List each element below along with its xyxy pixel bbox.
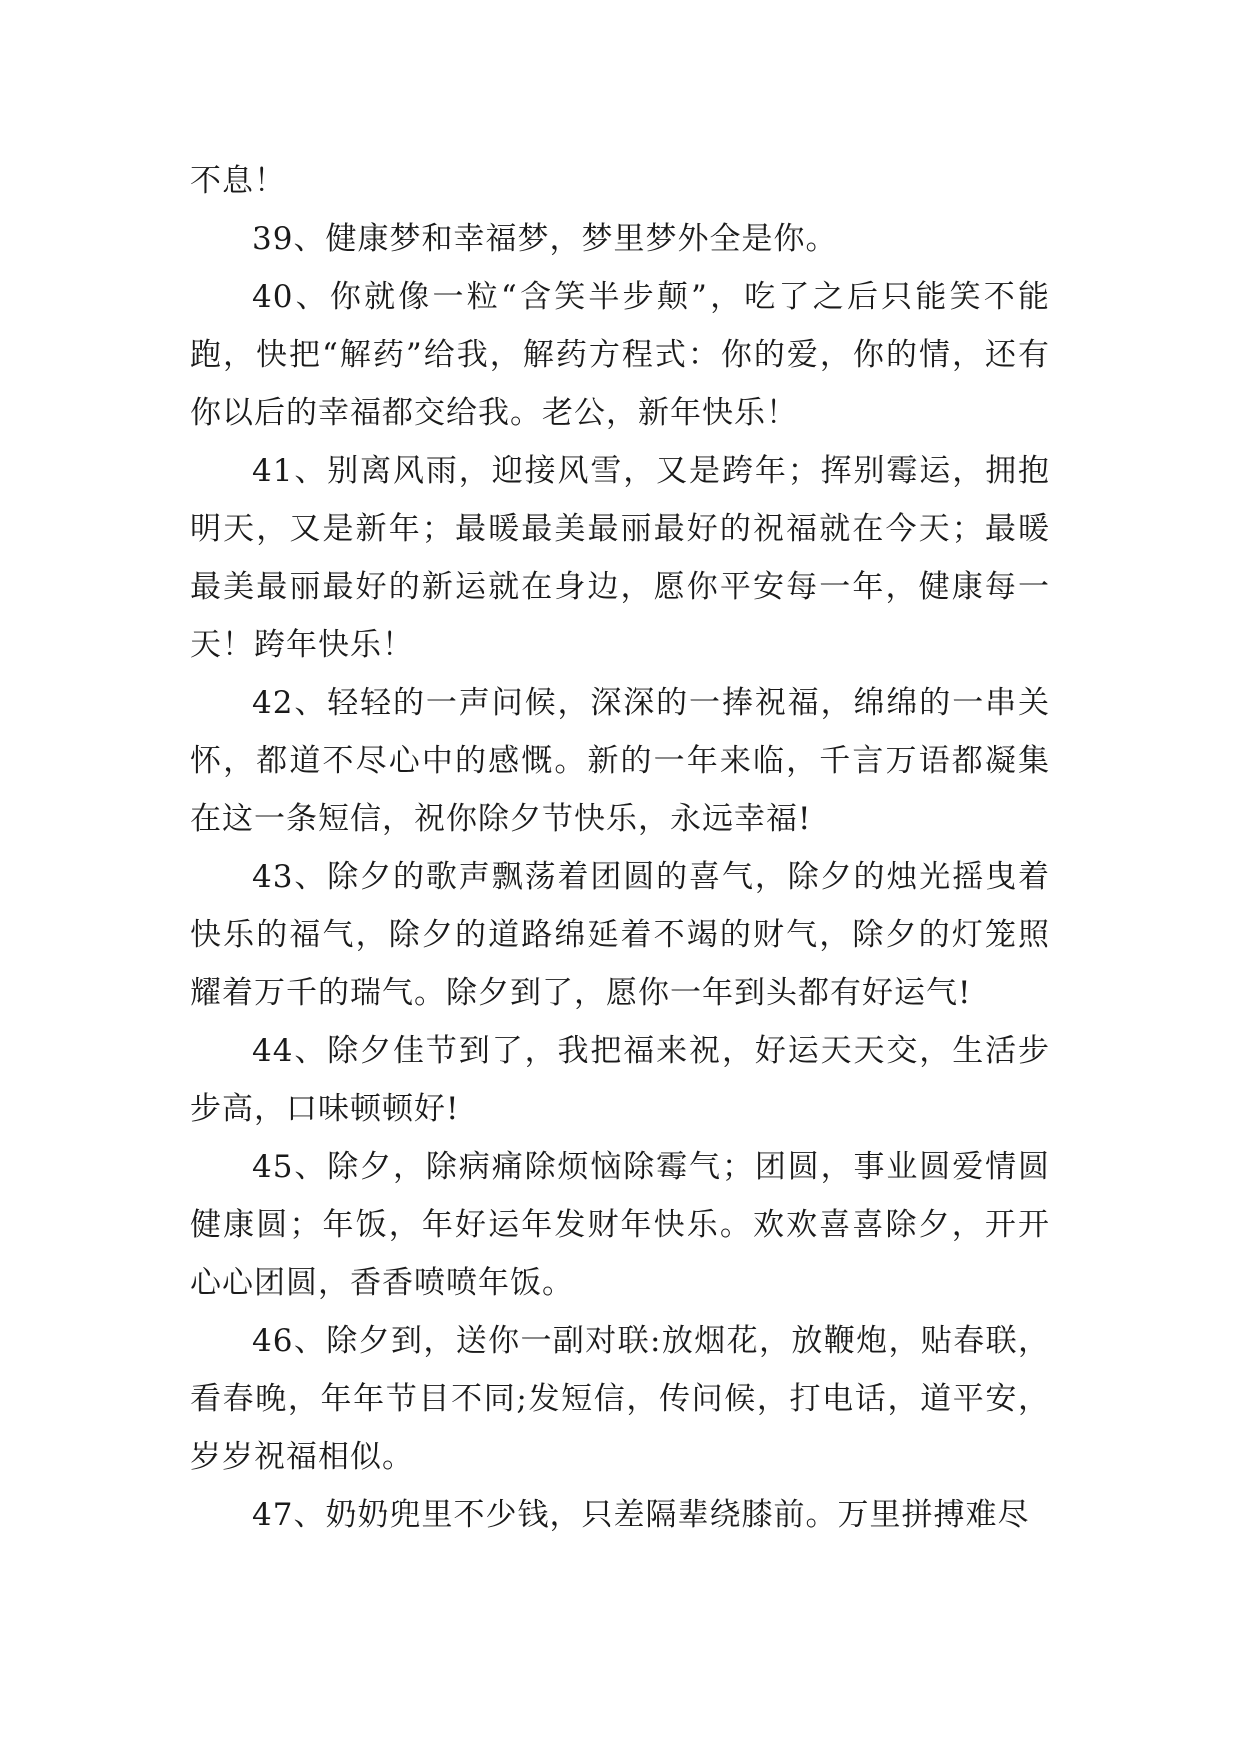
- paragraph-item-40: 40、你就像一粒“含笑半步颠”，吃了之后只能笑不能跑，快把“解药”给我，解药方程式：你的爱，你的情，还有你以后的幸福都交给我。老公，新年快乐！: [190, 279, 1050, 431]
- paragraph-item-39: 39、健康梦和幸福梦，梦里梦外全是你。: [252, 221, 838, 257]
- paragraph-item-46: 46、除夕到，送你一副对联:放烟花，放鞭炮，贴春联，看春晚，年年节目不同;发短信，传问候，打电话，道平安，岁岁祝福相似。: [190, 1323, 1050, 1475]
- paragraph-item-41: 41、别离风雨，迎接风雪，又是跨年；挥别霉运，拥抱明天，又是新年；最暖最美最丽最好的祝福就在今天；最暖最美最丽最好的新运就在身边，愿你平安每一年，健康每一天！跨年快乐！: [190, 453, 1050, 663]
- paragraph-continuation: 不息！: [190, 163, 286, 199]
- document-body: [190, 152, 1050, 1544]
- paragraph-item-44: 44、除夕佳节到了，我把福来祝，好运天天交，生活步步高，口味顿顿好!: [190, 1033, 1050, 1127]
- paragraph-item-42: 42、轻轻的一声问候，深深的一捧祝福，绵绵的一串关怀，都道不尽心中的感慨。新的一年来临，千言万语都凝集在这一条短信，祝你除夕节快乐，永远幸福!: [190, 685, 1050, 837]
- paragraph-item-43: 43、除夕的歌声飘荡着团圆的喜气，除夕的烛光摇曳着快乐的福气，除夕的道路绵延着不竭的财气，除夕的灯笼照耀着万千的瑞气。除夕到了，愿你一年到头都有好运气!: [190, 859, 1050, 1011]
- paragraph-item-45: 45、除夕，除病痛除烦恼除霉气；团圆，事业圆爱情圆健康圆；年饭，年好运年发财年快乐。欢欢喜喜除夕，开开心心团圆，香香喷喷年饭。: [190, 1149, 1050, 1301]
- paragraph-item-47: 47、奶奶兜里不少钱，只差隔辈绕膝前。万里拼搏难尽: [252, 1497, 1030, 1533]
